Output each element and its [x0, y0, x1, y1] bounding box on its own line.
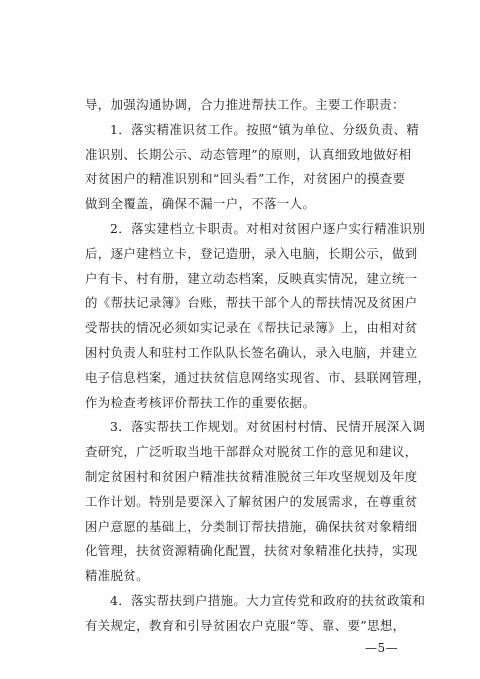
text-line: 导，加强沟通协调，合力推进帮扶工作。主要工作职责： — [85, 97, 405, 112]
text-line: 精准脱贫。 — [85, 568, 149, 584]
text-line: 有关规定，教育和引导贫困农户克服“等、靠、要”思想， — [85, 617, 406, 633]
text-line: 作为检查考核评价帮扶工作的重要依据。 — [85, 394, 316, 410]
text-line: 户有卡、村有册，建立动态档案，反映真实情况，建立统一 — [85, 270, 418, 286]
text-line: 困村负责人和驻村工作队队长签名确认，录入电脑，并建立 — [85, 344, 418, 360]
text-line: 后，逐户建档立卡，登记造册，录入电脑，长期公示，做到 — [85, 245, 418, 261]
text-line: 的《帮扶记录簿》台账，帮扶干部个人的帮扶情况及贫困户 — [85, 295, 418, 311]
text-line: 制定贫困村和贫困户精准扶贫精准脱贫三年攻坚规划及年度 — [85, 468, 418, 484]
paragraph-first-line: 3．落实帮扶工作规划。对贫困村村情、民情开展深入调 — [110, 419, 426, 435]
text-line: 对贫困户的精准识别和“回头看”工作，对贫困户的摸查要 — [85, 171, 406, 187]
paragraph-first-line: 1．落实精准识贫工作。按照“镇为单位、分级负责、精 — [110, 121, 420, 137]
document-body — [85, 93, 431, 639]
text-line: 受帮扶的情况必须如实记录在《帮扶记录簿》上，由相对贫 — [85, 320, 418, 336]
text-line: 化管理，扶贫资源精确化配置，扶贫对象精准化扶持，实现 — [85, 543, 418, 559]
text-line: 准识别、长期公示、动态管理”的原则，认真细致地做好相 — [85, 146, 412, 162]
page-number: —5— — [365, 641, 399, 655]
text-line: 工作计划。特别是要深入了解贫困户的发展需求，在尊重贫 — [85, 493, 418, 509]
text-line: 电子信息档案，通过扶贫信息网络实现省、市、县联网管理， — [85, 369, 431, 385]
paragraph-first-line: 4．落实帮扶到户措施。大力宣传党和政府的扶贫政策和 — [110, 592, 426, 608]
text-line: 困户意愿的基础上，分类制订帮扶措施，确保扶贫对象精细 — [85, 518, 418, 534]
paragraph-first-line: 2．落实建档立卡职责。对相对贫困户逐户实行精准识别 — [110, 220, 426, 236]
text-line: 查研究，广泛听取当地干部群众对脱贫工作的意见和建议， — [85, 444, 418, 460]
text-line: 做到全覆盖，确保不漏一户，不落一人。 — [85, 196, 316, 212]
